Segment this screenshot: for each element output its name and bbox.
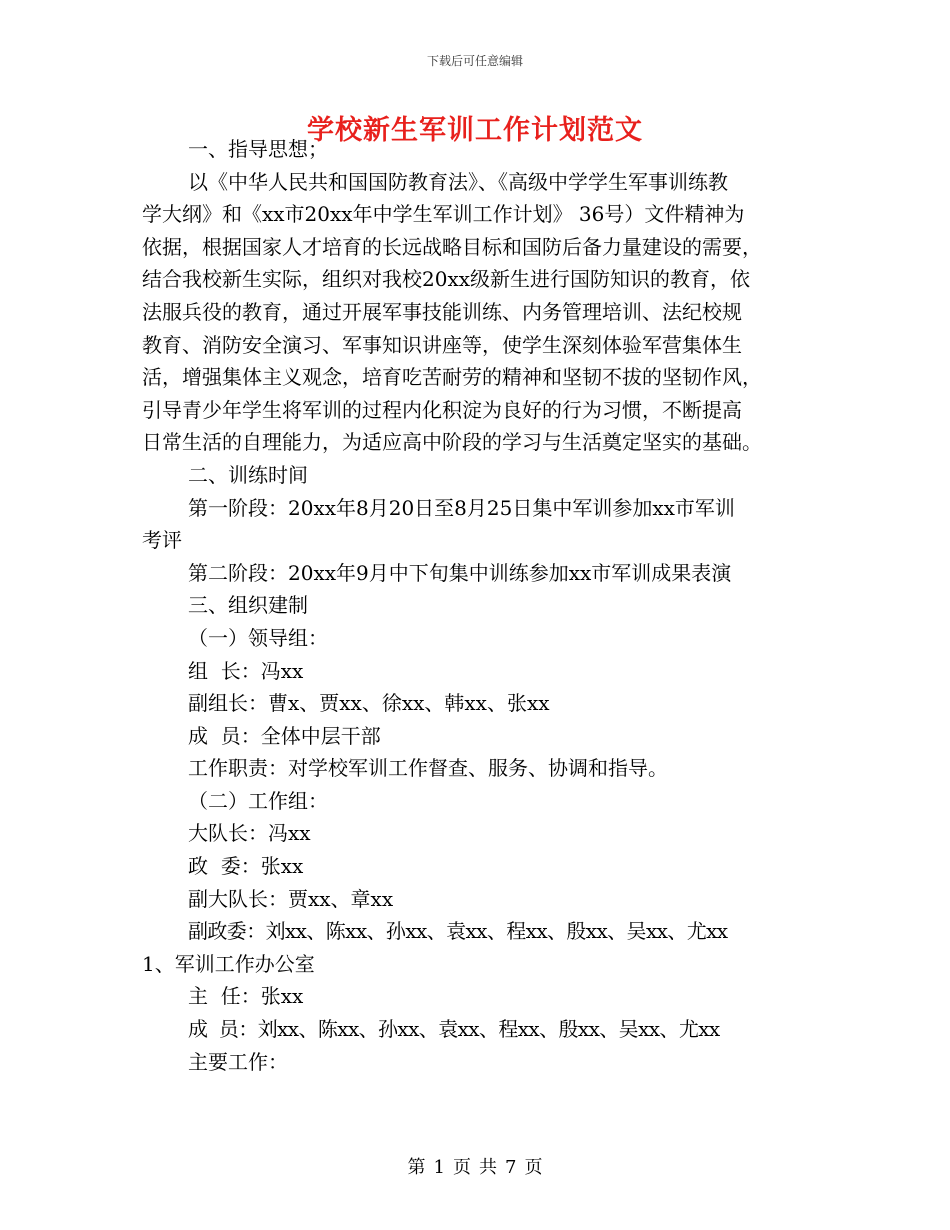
stage1-line-continued: 考评 (142, 528, 182, 553)
section1-heading: 一、指导思想； (188, 137, 328, 161)
commissar: 政 委：张xx (188, 854, 304, 879)
footer-prefix: 第 (407, 1157, 426, 1178)
paragraph-line: 引导青少年学生将军训的过程内化积淀为良好的行为习惯，不断提高 (142, 397, 742, 422)
work-group-heading: （二）工作组： (188, 788, 328, 813)
office-heading: 1、军训工作办公室 (142, 951, 315, 976)
paragraph-line: 法服兵役的教育，通过开展军事技能训练、内务管理培训、法纪校规 (142, 299, 742, 324)
work-duty: 工作职责：对学校军训工作督查、服务、协调和指导。 (188, 756, 668, 781)
section2-heading: 二、训练时间 (188, 462, 308, 487)
paragraph-line: 活，增强集体主义观念，培育吃苦耐劳的精神和坚韧不拔的坚韧作风， (142, 365, 762, 390)
group-leader: 组 长：冯xx (188, 658, 304, 683)
office-main-work: 主要工作： (188, 1049, 288, 1074)
page-number: 1 (433, 1157, 445, 1178)
section1-paragraph (142, 166, 810, 199)
paragraph-line: 教育、消防安全演习、军事知识讲座等，使学生深刻体验军营集体生 (142, 332, 742, 357)
footer-page-word: 页 (453, 1157, 471, 1178)
paragraph-line: 结合我校新生实际，组织对我校20xx级新生进行国防知识的教育，依 (142, 267, 751, 292)
stage2-line: 第二阶段：20xx年9月中下旬集中训练参加xx市军训成果表演 (188, 560, 732, 585)
paragraph-line: 依据，根据国家人才培育的长远战略目标和国防后备力量建设的需要， (142, 234, 762, 259)
captain: 大队长：冯xx (188, 821, 311, 846)
header-note: 下载后可任意编辑 (426, 54, 523, 68)
page-footer (0, 1153, 950, 1179)
section3-heading: 三、组织建制 (188, 593, 308, 618)
footer-total-label: 共 (479, 1157, 497, 1178)
paragraph-line: 学大纲》和《xx市20xx年中学生军训工作计划》 36号）文件精神为 (142, 202, 745, 227)
stage1-line: 第一阶段：20xx年8月20日至8月25日集中军训参加xx市军训 (188, 495, 735, 520)
vice-captain: 副大队长：贾xx、章xx (188, 886, 394, 911)
deputy-leaders: 副组长：曹x、贾xx、徐xx、韩xx、张xx (188, 691, 550, 716)
document-title: 学校新生军训工作计划范文 (307, 115, 643, 146)
office-members: 成 员：刘xx、陈xx、孙xx、袁xx、程xx、殷xx、吴xx、尤xx (188, 1017, 720, 1042)
office-director: 主 任：张xx (188, 984, 304, 1009)
document-body (142, 133, 810, 1078)
footer-suffix: 页 (524, 1157, 543, 1178)
vice-commissar: 副政委：刘xx、陈xx、孙xx、袁xx、程xx、殷xx、吴xx、尤xx (188, 919, 728, 944)
leadership-group-heading: （一）领导组： (188, 625, 328, 650)
paragraph-line: 以《中华人民共和国国防教育法》、《高级中学学生军事训练教 (188, 169, 728, 194)
paragraph-line: 日常生活的自理能力，为适应高中阶段的学习与生活奠定坚实的基础。 (142, 430, 762, 455)
total-pages: 7 (505, 1157, 517, 1178)
group-members: 成 员：全体中层干部 (188, 723, 381, 748)
